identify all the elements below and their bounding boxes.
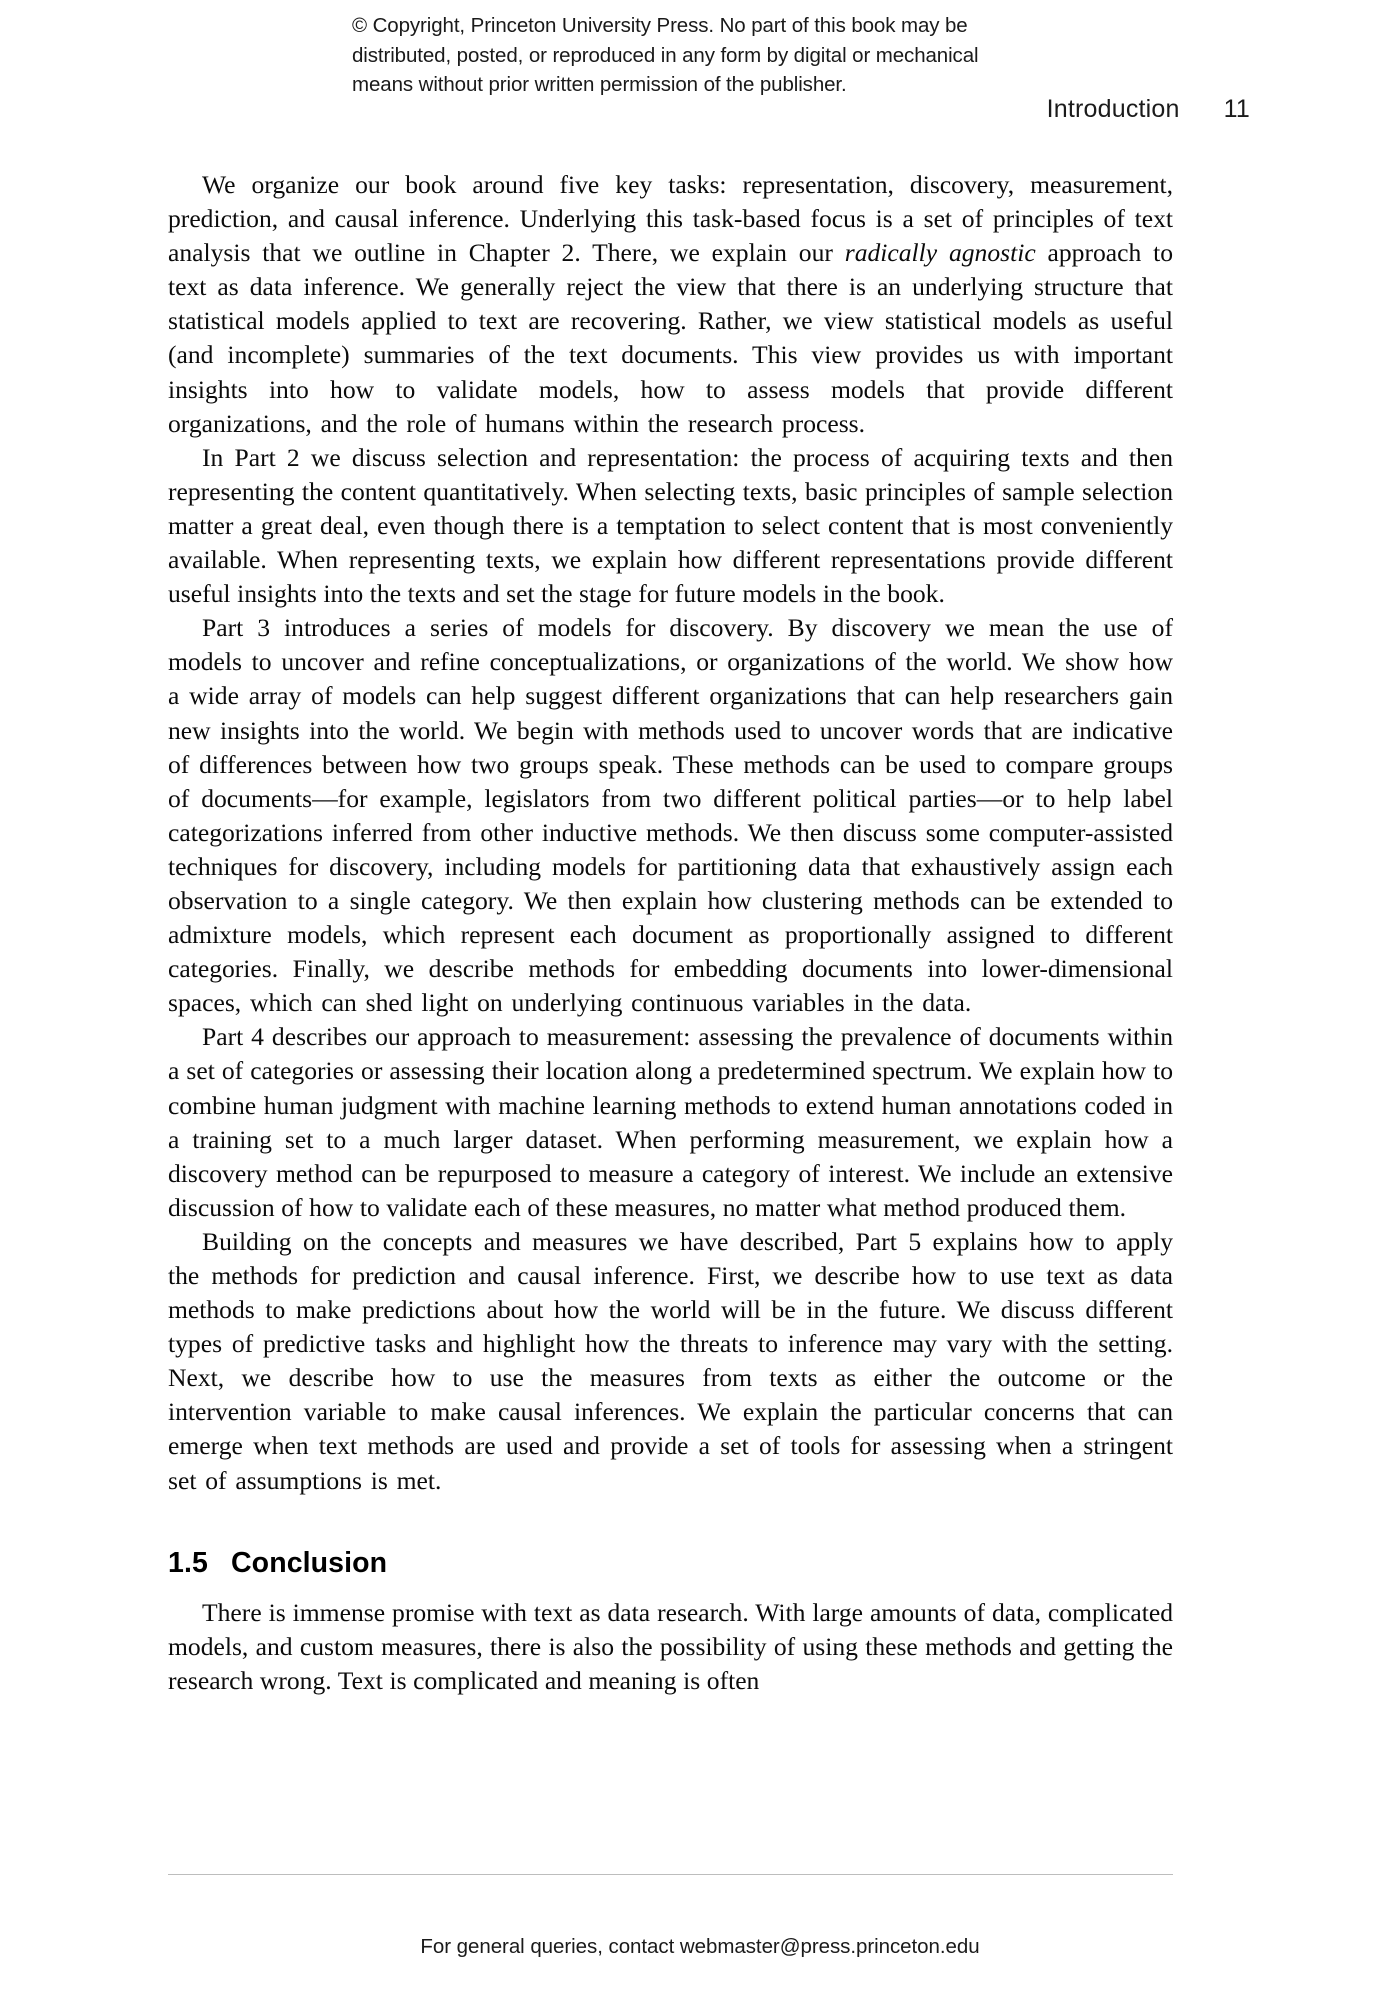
section-heading xyxy=(168,1498,1173,1596)
running-head xyxy=(1047,95,1250,124)
section-title: Conclusion xyxy=(231,1546,388,1579)
footer-note: For general queries, contact webmaster@press.princeton.edu xyxy=(420,1935,980,1958)
paragraph-3: Part 3 introduces a series of models for discovery. By discovery we mean the use of models to uncover and refine conceptualizations, or organizations of the world. We show how a wide array of models can help suggest different organizations that can help researchers gain new insights into the world. We begin with methods used to uncover words that are indicative of differences between how two groups speak. These methods can be used to compare groups of documents—for example, legislators from two different political parties—or to help label categorizations inferred from other inductive methods. We then discuss some computer-assisted techniques for discovery, including models for partitioning data that exhaustively assign each observation to a single category. We then explain how clustering methods can be extended to admixture models, which represent each document as proportionally assigned to different categories. Finally, we describe methods for embedding documents into lower-dimensional spaces, which can shed light on underlying continuous variables in the data. xyxy=(168,613,1173,1018)
section-number: 1.5 xyxy=(168,1546,208,1579)
paragraph-2: In Part 2 we discuss selection and representation: the process of acquiring texts and then representing the content quantitatively. When selecting texts, basic principles of sample selection matter a great deal, even though there is a temptation to select content that is most conveniently available. When representing texts, we explain how different representations provide different useful insights into the texts and set the stage for future models in the book. xyxy=(168,442,1173,609)
paragraph-1-part-b: approach to text as data inference. We generally reject the view that there is an underlying structure that statistical models applied to text are recovering. Rather, we view statistical models as useful (and incomplete) summaries of the text documents. This view provides us with important insights into how to validate models, how to assess models that provide different organizations, and the role of humans within the research process. xyxy=(168,238,1174,438)
paragraph-1 xyxy=(168,168,1173,441)
running-head-title: Introduction xyxy=(1046,95,1180,123)
copyright-line-1: © Copyright, Princeton University Press. No part of this book may be xyxy=(352,14,968,37)
paragraph-4: Part 4 describes our approach to measurement: assessing the prevalence of documents within a set of categories or assessing their location along a predetermined spectrum. We explain how to combine human judgment with machine learning methods to extend human annotations coded in a training set to a much larger dataset. When performing measurement, we explain how a discovery method can be repurposed to measure a category of interest. We include an extensive discussion of how to validate each of these measures, no matter what method produced them. xyxy=(168,1022,1173,1222)
page-number: 11 xyxy=(1223,95,1250,123)
paragraph-1-emphasis: radically agnostic xyxy=(844,238,1036,268)
copyright-notice xyxy=(352,11,1052,100)
paragraph-5: Building on the concepts and measures we have described, Part 5 explains how to apply the methods for prediction and causal inference. First, we describe how to use text as data methods to make predictions about how the world will be in the future. We discuss different types of predictive tasks and highlight how the threats to inference may vary with the setting. Next, we describe how to use the measures from texts as either the outcome or the intervention variable to make causal inferences. We explain the particular concerns that can emerge when text methods are used and provide a set of tools for assessing when a stringent set of assumptions is met. xyxy=(168,1226,1173,1495)
paragraph-1-part-a: We organize our book around five key tasks: representation, discovery, measurement, prediction, and causal inference. Underlying this task-based focus is a set of principles of text analysis that we outline in Chapter 2. There, we explain our xyxy=(168,170,1173,268)
copyright-line-3: means without prior written permission of the publisher. xyxy=(352,73,847,96)
footer-divider xyxy=(168,1874,1173,1875)
paragraph-6: There is immense promise with text as data research. With large amounts of data, complicated models, and custom measures, there is also the possibility of using these methods and getting the research wrong. Text is complicated and meaning is often xyxy=(168,1597,1173,1695)
copyright-line-2: distributed, posted, or reproduced in any form by digital or mechanical xyxy=(352,43,979,67)
body-content xyxy=(168,168,1173,1698)
